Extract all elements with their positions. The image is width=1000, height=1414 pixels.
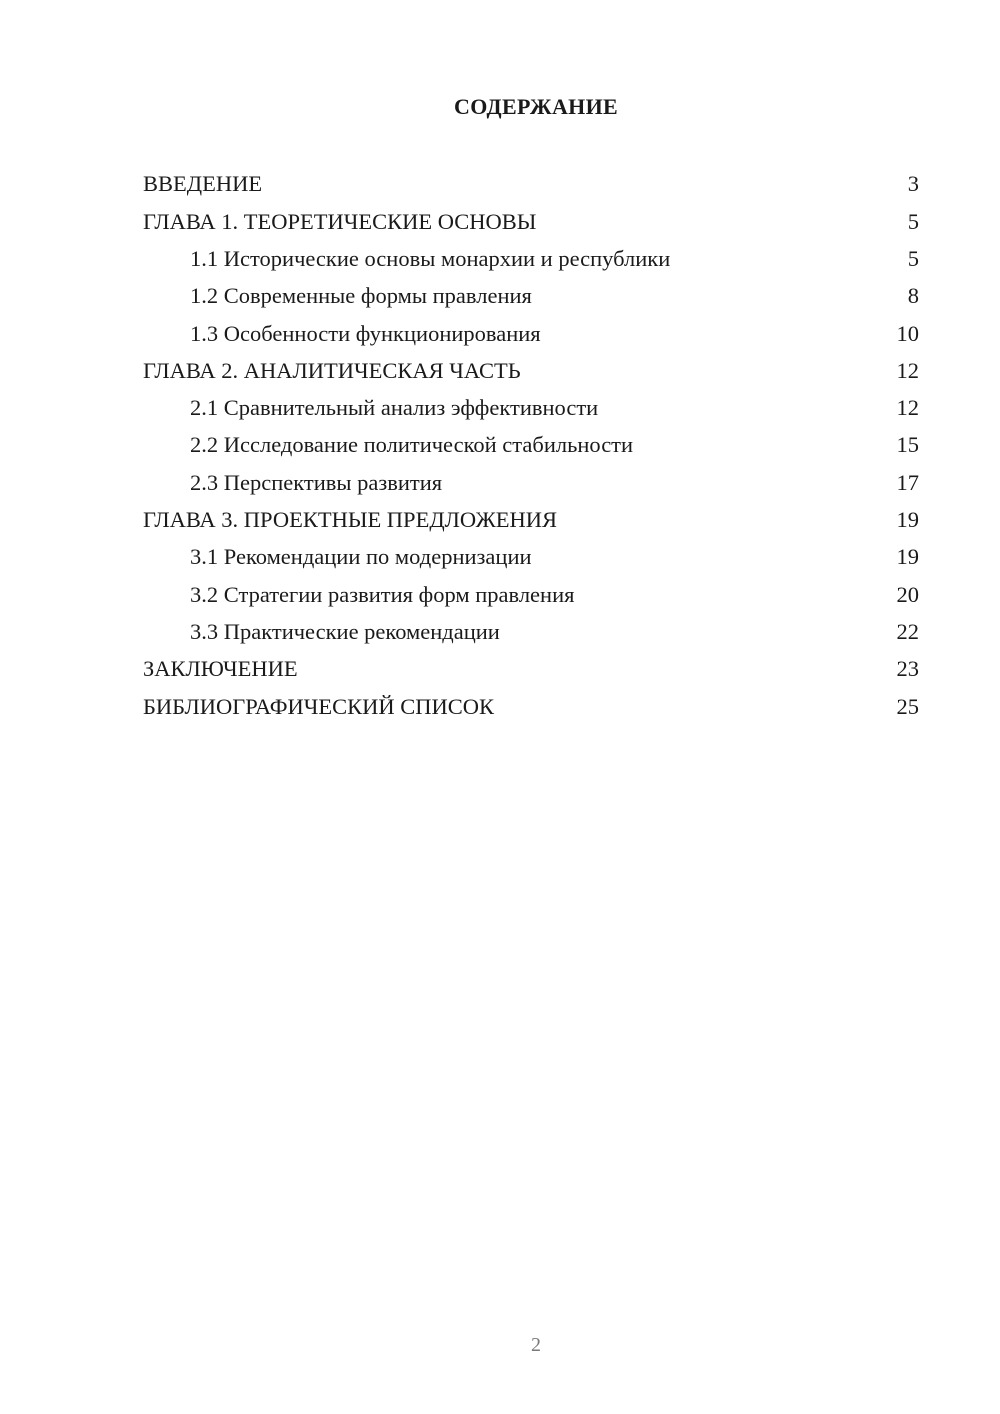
toc-entry-page: 23 (896, 656, 919, 682)
toc-entry-chapter-3[interactable] (143, 502, 919, 539)
toc-entry-page: 10 (896, 320, 919, 346)
toc-entry-section-2-1[interactable] (143, 390, 919, 427)
toc-entry-label: 2.1 Сравнительный анализ эффективности (190, 395, 599, 421)
toc-entry-page: 15 (896, 432, 919, 458)
toc-entry-page: 22 (896, 618, 919, 644)
toc-entry-section-1-1[interactable] (143, 241, 919, 278)
table-of-contents (143, 166, 919, 725)
toc-entry-section-2-2[interactable] (143, 427, 919, 464)
toc-entry-section-1-2[interactable] (143, 278, 919, 315)
toc-entry-page: 25 (896, 693, 919, 719)
page-title: СОДЕРЖАНИЕ (454, 94, 618, 119)
toc-entry-chapter-1[interactable] (143, 203, 919, 240)
toc-entry-section-1-3[interactable] (143, 315, 919, 352)
toc-entry-label: 3.3 Практические рекомендации (190, 618, 500, 644)
toc-entry-page: 17 (896, 469, 919, 495)
toc-entry-label: 3.1 Рекомендации по модернизации (190, 544, 532, 570)
toc-entry-label: ГЛАВА 1. ТЕОРЕТИЧЕСКИЕ ОСНОВЫ (143, 208, 537, 234)
toc-entry-label: 2.3 Перспективы развития (190, 469, 443, 495)
toc-entry-label: 3.2 Стратегии развития форм правления (190, 581, 575, 607)
toc-entry-page: 5 (907, 245, 919, 271)
toc-entry-label: ГЛАВА 3. ПРОЕКТНЫЕ ПРЕДЛОЖЕНИЯ (143, 507, 558, 533)
toc-entry-chapter-2[interactable] (143, 352, 919, 389)
toc-entry-label: 1.2 Современные формы правления (190, 283, 532, 309)
toc-entry-conclusion[interactable] (143, 651, 919, 688)
toc-entry-page: 8 (907, 283, 919, 309)
toc-entry-label: ЗАКЛЮЧЕНИЕ (143, 656, 298, 682)
toc-entry-page: 19 (896, 507, 919, 533)
page-number: 2 (531, 1334, 541, 1356)
toc-entry-label: ВВЕДЕНИЕ (143, 171, 263, 197)
toc-entry-label: ГЛАВА 2. АНАЛИТИЧЕСКАЯ ЧАСТЬ (143, 357, 521, 383)
toc-entry-section-3-3[interactable] (143, 614, 919, 651)
toc-entry-page: 20 (896, 581, 919, 607)
toc-entry-page: 12 (896, 395, 919, 421)
toc-entry-introduction[interactable] (143, 166, 919, 203)
toc-entry-page: 3 (907, 171, 919, 197)
toc-entry-section-3-1[interactable] (143, 539, 919, 576)
toc-entry-section-3-2[interactable] (143, 576, 919, 613)
toc-entry-label: 1.1 Исторические основы монархии и республики (190, 245, 671, 271)
toc-entry-label: 1.3 Особенности функционирования (190, 320, 541, 346)
toc-entry-section-2-3[interactable] (143, 464, 919, 501)
toc-entry-label: 2.2 Исследование политической стабильности (190, 432, 634, 458)
toc-entry-label: БИБЛИОГРАФИЧЕСКИЙ СПИСОК (143, 693, 495, 719)
toc-entry-bibliography[interactable] (143, 688, 919, 725)
toc-entry-page: 5 (907, 208, 919, 234)
toc-entry-page: 12 (896, 357, 919, 383)
toc-entry-page: 19 (896, 544, 919, 570)
